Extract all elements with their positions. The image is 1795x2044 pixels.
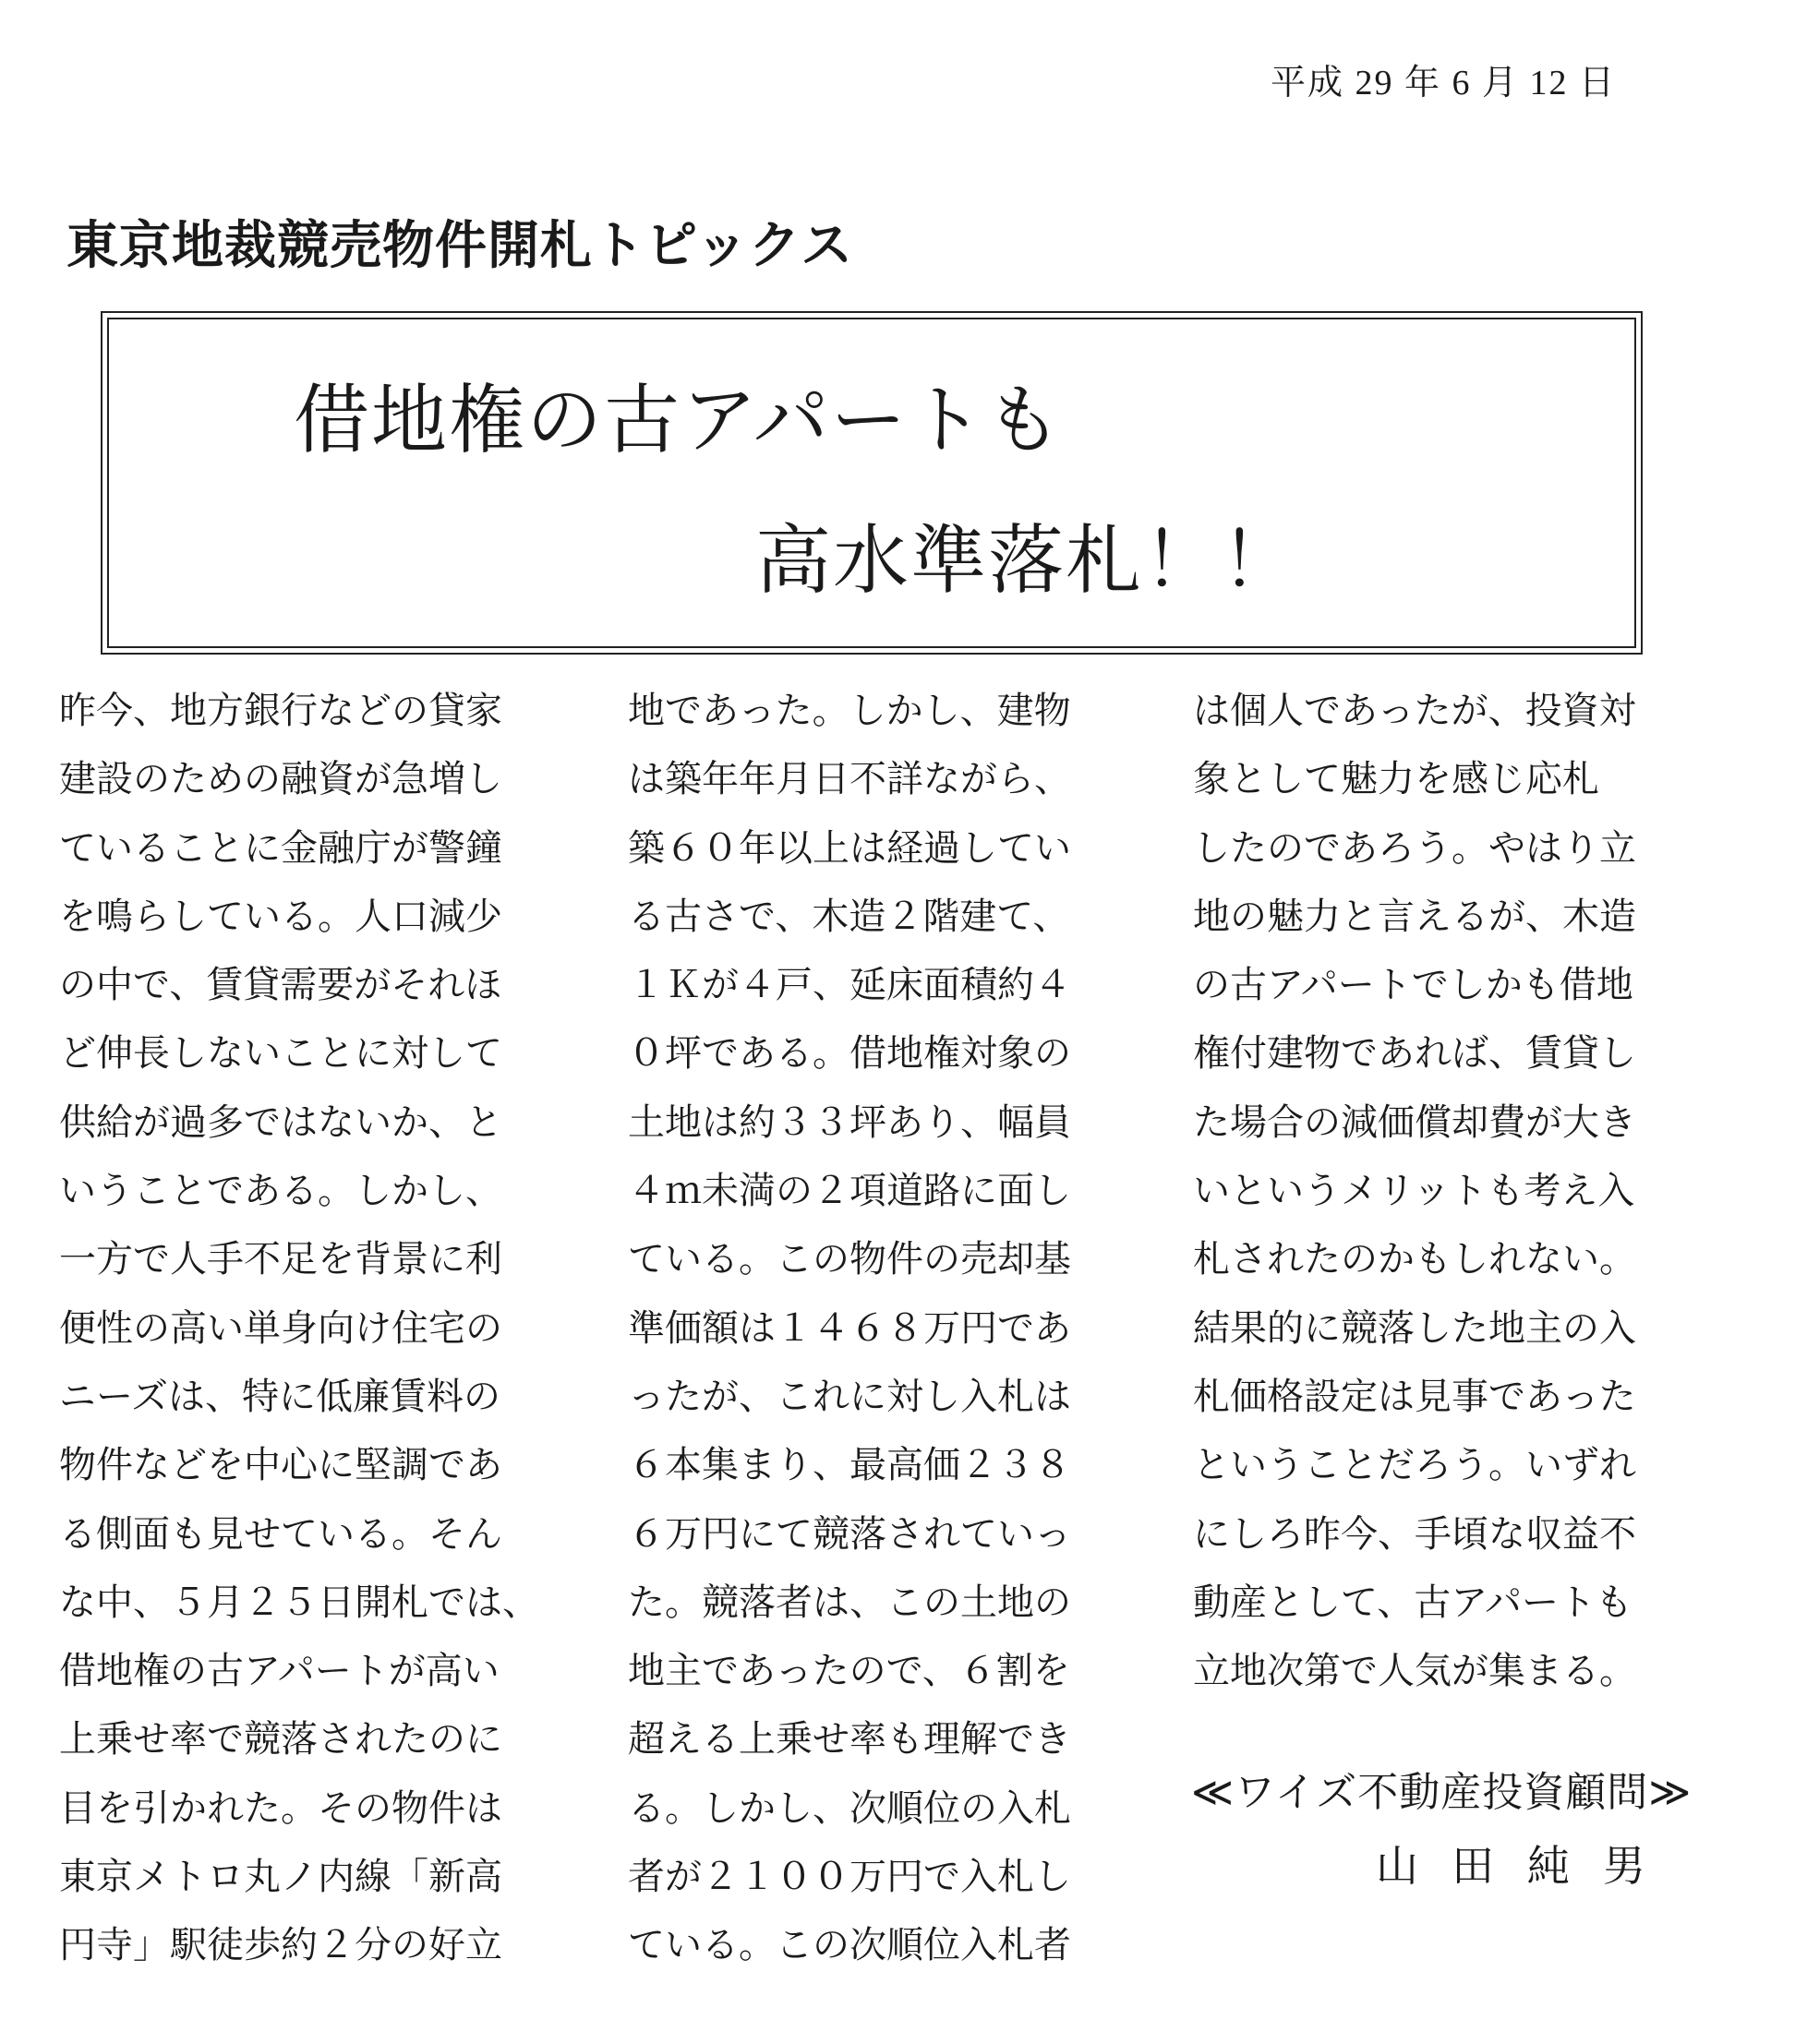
text-line: る。しかし、次順位の入札 [628, 1786, 1071, 1830]
text-line: 東京メトロ丸ノ内線「新高 [59, 1856, 502, 1899]
author-organization: ≪ワイズ不動産投資顧問≫ [1191, 1769, 1693, 1816]
publication-date: 平成 29 年 6 月 12 日 [1271, 64, 1617, 102]
text-line: ０坪である。借地権対象の [628, 1032, 1071, 1076]
text-line: 超える上乗せ率も理解でき [628, 1718, 1071, 1761]
text-line: したのであろう。やはり立 [1193, 826, 1636, 870]
text-line: は個人であったが、投資対 [1193, 690, 1636, 732]
text-line: 立地次第で人気が集まる。 [1193, 1650, 1636, 1693]
text-line: ていることに金融庁が警鐘 [59, 826, 502, 870]
text-line: た。競落者は、この土地の [628, 1581, 1071, 1624]
article-column-2 [628, 677, 1126, 1980]
text-line: ったが、これに対し入札は [628, 1375, 1071, 1418]
text-line: る側面も見せている。そん [59, 1512, 502, 1556]
headline-box [107, 318, 1636, 648]
headline-line-1: 借地権の古アパートも [294, 377, 1064, 464]
text-line: 供給が過多ではないか、と [59, 1100, 502, 1144]
text-line: は築年年月日不詳ながら、 [628, 758, 1071, 801]
text-line: 地主であったので、６割を [628, 1650, 1070, 1693]
text-line: ６万円にて競落されていっ [628, 1512, 1071, 1556]
text-line: ６本集まり、最高価２３８ [628, 1444, 1071, 1487]
text-line: いうことである。しかし、 [59, 1170, 502, 1213]
text-line: ている。この物件の売却基 [628, 1238, 1071, 1281]
text-line: 円寺」駅徒歩約２分の好立 [59, 1924, 502, 1967]
text-line: ている。この次順位入札者 [628, 1924, 1071, 1967]
text-line: 象として魅力を感じ応札 [1193, 758, 1599, 801]
text-line: を鳴らしている。人口減少 [59, 895, 502, 938]
article-column-3 [1193, 677, 1692, 1705]
author-name: 山田純男 [1376, 1841, 1679, 1891]
text-line: 動産として、古アパートも [1193, 1581, 1632, 1624]
text-line: 目を引かれた。その物件は [59, 1786, 502, 1830]
text-line: 一方で人手不足を背景に利 [59, 1238, 502, 1281]
text-line: 便性の高い単身向け住宅の [59, 1306, 502, 1350]
text-line: る古さで、木造２階建て、 [628, 895, 1070, 938]
text-line: 土地は約３３坪あり、幅員 [628, 1100, 1071, 1144]
headline-line-2: 高水準落札！！ [755, 517, 1299, 605]
text-line: 物件などを中心に堅調であ [59, 1444, 502, 1487]
text-line: の中で、賃貸需要がそれほ [59, 964, 502, 1007]
text-line: ということだろう。いずれ [1193, 1444, 1636, 1487]
text-line: 者が２１００万円で入札し [628, 1856, 1071, 1899]
text-line: た場合の減価償却費が大き [1193, 1100, 1636, 1144]
text-line: 地の魅力と言えるが、木造 [1193, 895, 1636, 938]
text-line: １Ｋが４戸、延床面積約４ [628, 964, 1071, 1007]
text-line: 地であった。しかし、建物 [628, 690, 1071, 732]
text-line: 結果的に競落した地主の入 [1193, 1306, 1636, 1350]
text-line: 札されたのかもしれない。 [1193, 1238, 1636, 1281]
topic-title: 東京地裁競売物件開札トピックス [66, 216, 854, 276]
text-line: 建設のための融資が急増し [59, 758, 502, 801]
article-column-1 [59, 677, 558, 1980]
text-line: にしろ昨今、手頃な収益不 [1193, 1512, 1636, 1556]
text-line: ４ｍ未満の２項道路に面し [628, 1170, 1071, 1213]
text-line: 上乗せ率で競落されたのに [59, 1718, 502, 1761]
text-line: ど伸長しないことに対して [59, 1032, 502, 1076]
text-line: 札価格設定は見事であった [1193, 1375, 1636, 1418]
text-line: ニーズは、特に低廉賃料の [59, 1375, 500, 1418]
text-line: 借地権の古アパートが高い [59, 1650, 500, 1693]
text-line: の古アパートでしかも借地 [1193, 964, 1633, 1007]
text-line: 準価額は１４６８万円であ [628, 1306, 1071, 1350]
text-line: 権付建物であれば、賃貸し [1193, 1032, 1636, 1076]
text-line: いというメリットも考え入 [1193, 1170, 1635, 1213]
text-line: な中、５月２５日開札では、 [59, 1581, 539, 1624]
text-line: 築６０年以上は経過してい [628, 826, 1071, 870]
text-line: 昨今、地方銀行などの貸家 [59, 690, 502, 732]
